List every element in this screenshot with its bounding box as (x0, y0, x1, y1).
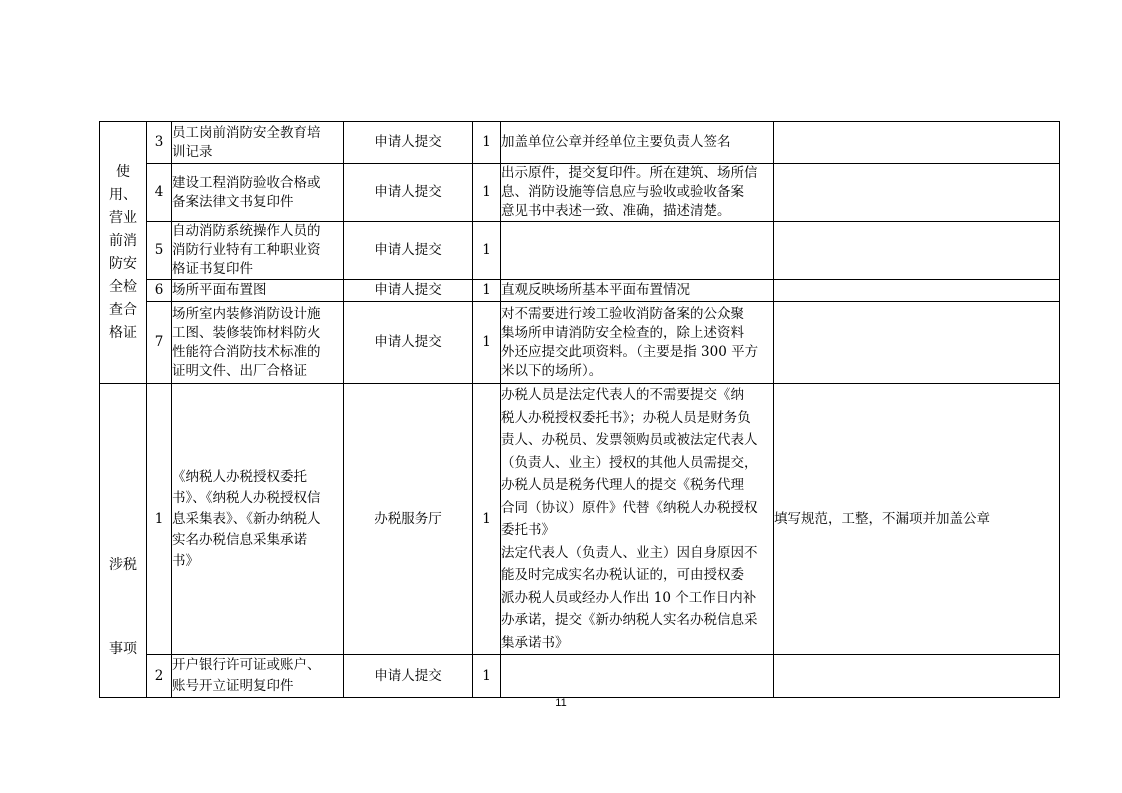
item-note (501, 280, 774, 302)
text-line: 书》 (172, 552, 199, 569)
page-number: 11 (555, 697, 567, 709)
item-name (172, 384, 344, 655)
text-line: 使 (116, 163, 130, 180)
item-extra (774, 655, 1060, 698)
table-row (100, 164, 1060, 222)
section-tax-top: 涉税 (109, 557, 137, 573)
text-line: 场所室内装修消防设计施 (172, 305, 321, 322)
text-line: 《纳税人办税授权委托 (172, 468, 307, 485)
text-line: 法定代表人（负责人、业主）因自身原因不 (501, 544, 758, 561)
item-count: 1 (473, 222, 501, 280)
item-number: 1 (147, 384, 172, 655)
text-line: 集承诺书》 (501, 634, 569, 651)
item-note (501, 655, 774, 698)
text-line: 格证 (109, 324, 137, 341)
text-line: 训记录 (172, 143, 213, 160)
text-line: 建设工程消防验收合格或 (172, 174, 321, 191)
item-count: 1 (473, 302, 501, 384)
item-requirement: 申请人提交 (344, 655, 473, 698)
section-tax-bottom: 事项 (109, 641, 137, 657)
section-fire-safety (100, 122, 147, 384)
item-number: 7 (147, 302, 172, 384)
item-number: 5 (147, 222, 172, 280)
text-line: 合同（协议）原件》代替《纳税人办税授权 (501, 499, 758, 516)
item-count: 1 (473, 164, 501, 222)
item-requirement: 申请人提交 (344, 280, 473, 302)
item-count: 1 (473, 280, 501, 302)
item-requirement: 办税服务厅 (344, 384, 473, 655)
text-line: 责人、办税员、发票领购员或被法定代表人 (501, 432, 758, 448)
table-row (100, 122, 1060, 164)
text-line: 证明文件、出厂合格证 (172, 362, 307, 379)
item-count: 1 (473, 655, 501, 698)
text-line: 场所平面布置图 (172, 282, 267, 298)
item-extra: 填写规范，工整，不漏项并加盖公章 (774, 384, 1060, 655)
text-line: 办税人员是法定代表人的不需要提交《纳 (501, 387, 744, 403)
item-note (501, 122, 774, 164)
text-line: 查合 (109, 301, 137, 318)
item-number: 6 (147, 280, 172, 302)
text-line: 委托书》 (501, 522, 555, 538)
text-line: 书》、《纳税人办税授权信 (172, 489, 321, 506)
text-line: 格证书复印件 (172, 261, 253, 277)
text-line: 自动消防系统操作人员的 (172, 223, 321, 239)
item-requirement: 申请人提交 (344, 222, 473, 280)
text-line: 直观反映场所基本平面布置情况 (501, 282, 690, 298)
text-line: 消防行业特有工种职业资 (172, 242, 321, 258)
text-line: 防安 (109, 255, 137, 272)
text-line: 息、消防设施等信息应与验收或验收备案 (501, 184, 744, 200)
item-number: 3 (147, 122, 172, 164)
text-line: 集场所申请消防安全检查的，除上述资料 (501, 324, 744, 341)
item-count: 1 (473, 122, 501, 164)
text-line: 备案法律文书复印件 (172, 193, 294, 210)
table-row (100, 655, 1060, 698)
item-name (172, 655, 344, 698)
item-note (501, 302, 774, 384)
text-line: 加盖单位公章并经单位主要负责人签名 (501, 134, 731, 150)
item-extra (774, 302, 1060, 384)
item-extra (774, 280, 1060, 302)
text-line: 对不需要进行竣工验收消防备案的公众聚 (501, 305, 744, 322)
item-requirement: 申请人提交 (344, 164, 473, 222)
item-name (172, 280, 344, 302)
item-note (501, 384, 774, 655)
section-tax (100, 384, 147, 698)
text-line: 息采集表》、《新办纳税人 (172, 510, 321, 527)
text-line: 性能符合消防技术标准的 (172, 343, 321, 360)
item-name (172, 164, 344, 222)
item-number: 2 (147, 655, 172, 698)
item-extra (774, 122, 1060, 164)
text-line: （负责人、业主）授权的其他人员需提交， (501, 454, 758, 471)
text-line: 员工岗前消防安全教育培 (172, 124, 321, 141)
table-row (100, 222, 1060, 280)
item-count: 1 (473, 384, 501, 655)
table-row (100, 280, 1060, 302)
text-line: 税人办税授权委托书》；办税人员是财务负 (501, 409, 751, 426)
text-line: 账号开立证明复印件 (172, 678, 294, 694)
text-line: 外还应提交此项资料。（主要是指 300 平方 (501, 343, 759, 360)
item-name (172, 302, 344, 384)
text-line: 能及时完成实名办税认证的，可由授权委 (501, 567, 744, 583)
item-requirement: 申请人提交 (344, 122, 473, 164)
text-line: 办承诺，提交《新办纳税人实名办税信息采 (501, 612, 758, 628)
requirements-table (99, 121, 1060, 698)
text-line: 全检 (109, 278, 137, 295)
item-note (501, 222, 774, 280)
text-line: 实名办税信息采集承诺 (172, 531, 307, 548)
text-line: 米以下的场所）。 (501, 362, 603, 379)
text-line: 前消 (109, 232, 137, 249)
item-number: 4 (147, 164, 172, 222)
text-line: 意见书中表述一致、准确，描述清楚。 (501, 203, 731, 219)
table-row (100, 302, 1060, 384)
text-line: 工图、装修装饰材料防火 (172, 324, 321, 341)
text-line: 派办税人员或经办人作出 10 个工作日内补 (501, 589, 757, 606)
item-note (501, 164, 774, 222)
text-line: 用、 (109, 186, 137, 203)
item-extra (774, 222, 1060, 280)
item-name (172, 122, 344, 164)
text-line: 出示原件，提交复印件。所在建筑、场所信 (501, 165, 758, 181)
item-name (172, 222, 344, 280)
item-requirement: 申请人提交 (344, 302, 473, 384)
item-extra (774, 164, 1060, 222)
text-line: 开户银行许可证或账户、 (172, 657, 321, 673)
text-line: 营业 (109, 209, 137, 226)
table-row (100, 384, 1060, 655)
text-line: 办税人员是税务代理人的提交《税务代理 (501, 477, 744, 493)
